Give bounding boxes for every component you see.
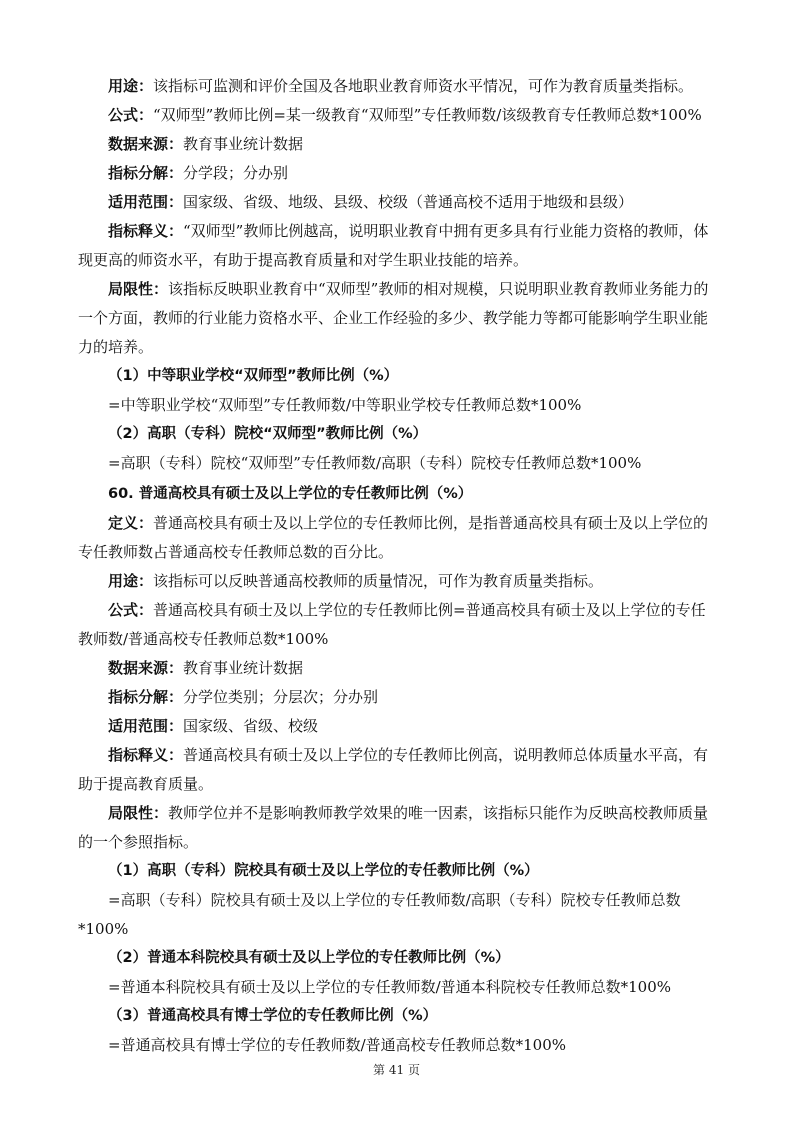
scope-label: 适用范围： <box>108 717 184 735</box>
subindicator-formula: =中等职业学校“双师型”专任教师数/中等职业学校专任教师总数*100% <box>108 396 582 414</box>
interpretation-text: “双师型”教师比例越高，说明职业教育中拥有更多具有行业能力资格的教师，体现更高的师资水平，有助于提高教育质量和对学生职业技能的培养。 <box>78 222 709 269</box>
usage-label: 用途： <box>108 572 154 590</box>
scope-text: 国家级、省级、校级 <box>183 717 319 735</box>
subindicator-formula: =普通本科院校具有硕士及以上学位的专任教师数/普通本科院校专任教师总数*100% <box>108 978 672 996</box>
subindicator-title: （3）普通高校具有博士学位的专任教师比例（%） <box>108 1008 438 1024</box>
usage-paragraph <box>78 567 720 596</box>
subindicator-title: （1）中等职业学校“双师型”教师比例（%） <box>108 368 399 384</box>
subindicator-title: （1）高职（专科）院校具有硕士及以上学位的专任教师比例（%） <box>108 863 539 879</box>
interpretation-label: 指标释义： <box>108 746 184 764</box>
definition-label: 定义： <box>108 514 154 532</box>
breakdown-text: 分学段；分办别 <box>183 164 289 182</box>
usage-paragraph <box>78 72 720 101</box>
source-label: 数据来源： <box>108 659 184 677</box>
limitation-text: 教师学位并不是影响教师教学效果的唯一因素，该指标只能作为反映高校教师质量的一个参照指标。 <box>78 804 709 851</box>
source-paragraph <box>78 130 720 159</box>
formula-label: 公式： <box>108 601 154 619</box>
limitation-label: 局限性： <box>108 280 169 298</box>
subindicator-formula: =普通高校具有博士学位的专任教师数/普通高校专任教师总数*100% <box>108 1036 567 1054</box>
interpretation-text: 普通高校具有硕士及以上学位的专任教师比例高，说明教师总体质量水平高，有助于提高教育质量。 <box>78 746 709 793</box>
usage-label: 用途： <box>108 77 154 95</box>
formula-label: 公式： <box>108 106 154 124</box>
formula-paragraph <box>78 596 720 654</box>
scope-paragraph <box>78 712 720 741</box>
interpretation-label: 指标释义： <box>108 222 184 240</box>
scope-paragraph <box>78 188 720 217</box>
scope-text: 国家级、省级、地级、县级、校级（普通高校不适用于地级和县级） <box>183 193 634 211</box>
section-heading: 60. 普通高校具有硕士及以上学位的专任教师比例（%） <box>108 486 473 502</box>
limitation-label: 局限性： <box>108 804 169 822</box>
scope-label: 适用范围： <box>108 193 184 211</box>
breakdown-paragraph <box>78 159 720 188</box>
formula-text: “双师型”教师比例=某一级教育“双师型”专任教师数/该级教育专任教师总数*100% <box>153 106 702 124</box>
subindicator-title: （2）普通本科院校具有硕士及以上学位的专任教师比例（%） <box>108 950 510 966</box>
interpretation-paragraph <box>78 741 720 799</box>
definition-paragraph <box>78 509 720 567</box>
source-text: 教育事业统计数据 <box>183 659 304 677</box>
usage-text: 该指标可以反映普通高校教师的质量情况，可作为教育质量类指标。 <box>153 572 604 590</box>
limitation-paragraph <box>78 275 720 362</box>
document-page <box>78 72 720 1060</box>
formula-paragraph <box>78 101 720 130</box>
breakdown-paragraph <box>78 683 720 712</box>
definition-text: 普通高校具有硕士及以上学位的专任教师比例，是指普通高校具有硕士及以上学位的专任教师数占普通高校专任教师总数的百分比。 <box>78 514 709 561</box>
formula-text: 普通高校具有硕士及以上学位的专任教师比例=普通高校具有硕士及以上学位的专任教师数/普通高校专任教师总数*100% <box>78 601 706 648</box>
source-text: 教育事业统计数据 <box>183 135 304 153</box>
breakdown-label: 指标分解： <box>108 164 184 182</box>
limitation-text: 该指标反映职业教育中“双师型”教师的相对规模，只说明职业教育教师业务能力的一个方面，教师的行业能力资格水平、企业工作经验的多少、教学能力等都可能影响学生职业能力的培养。 <box>78 280 709 356</box>
subindicator-formula: =高职（专科）院校“双师型”专任教师数/高职（专科）院校专任教师总数*100% <box>108 454 642 472</box>
interpretation-paragraph <box>78 217 720 275</box>
usage-text: 该指标可监测和评价全国及各地职业教育师资水平情况，可作为教育质量类指标。 <box>153 77 694 95</box>
breakdown-text: 分学位类别；分层次；分办别 <box>183 688 379 706</box>
subindicator-title: （2）高职（专科）院校“双师型”教师比例（%） <box>108 426 428 442</box>
breakdown-label: 指标分解： <box>108 688 184 706</box>
source-paragraph <box>78 654 720 683</box>
page-number: 第 41 页 <box>373 1063 420 1077</box>
source-label: 数据来源： <box>108 135 184 153</box>
subindicator-formula: =高职（专科）院校具有硕士及以上学位的专任教师数/高职（专科）院校专任教师总数*100% <box>78 891 681 938</box>
limitation-paragraph <box>78 799 720 857</box>
